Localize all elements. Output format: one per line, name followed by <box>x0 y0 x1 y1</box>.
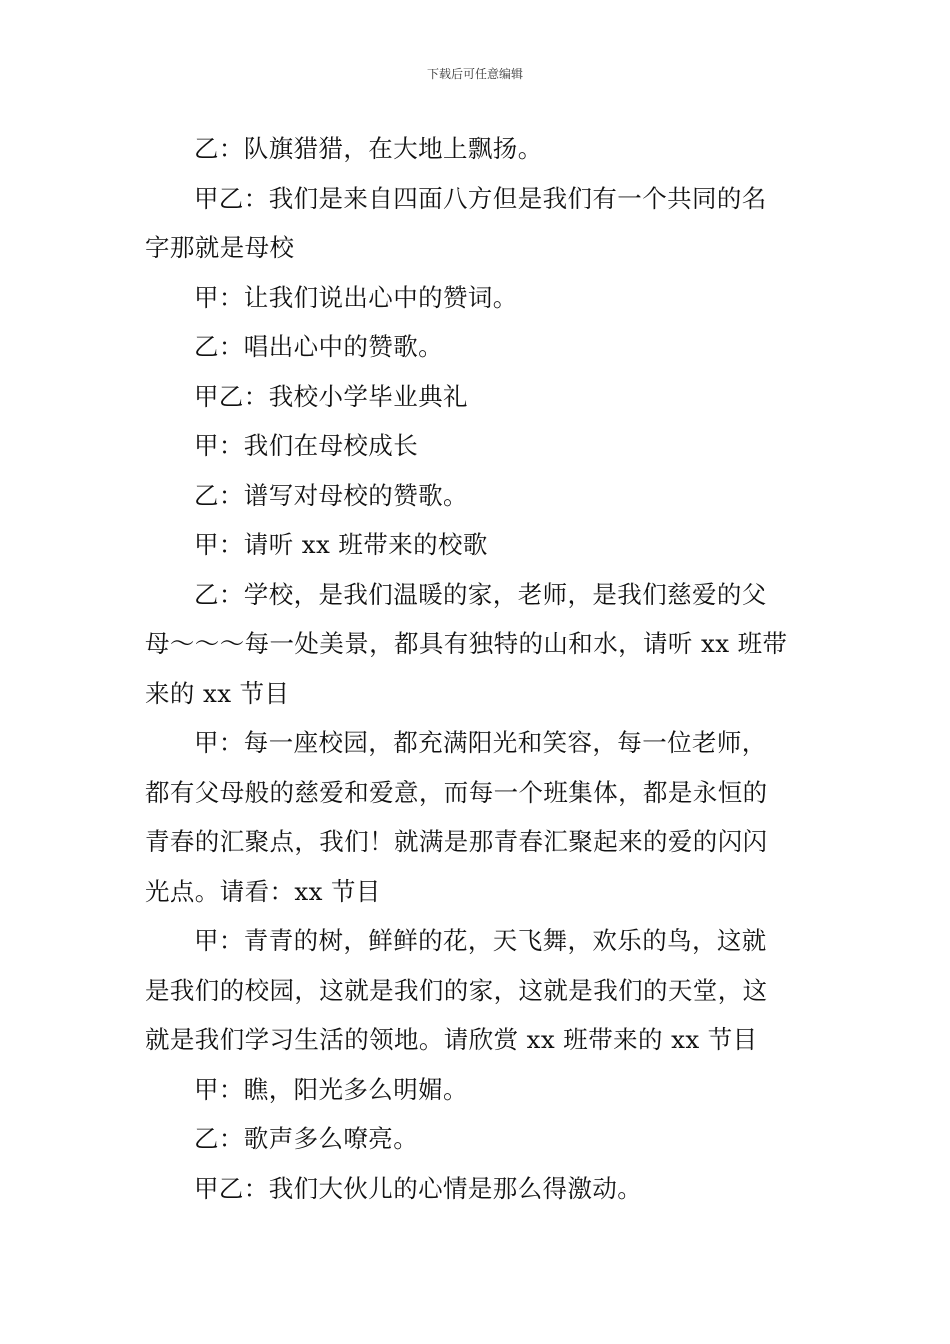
text-line: 甲乙：我校小学毕业典礼 <box>194 381 468 411</box>
paragraph <box>145 520 807 570</box>
text-line: 甲：请听 xx 班带来的校歌 <box>194 530 488 559</box>
text-line: 甲：每一座校园，都充满阳光和笑容，每一位老师， <box>194 728 767 757</box>
paragraph <box>145 718 807 916</box>
text-line: 乙：学校，是我们温暖的家，老师，是我们慈爱的父 <box>194 579 767 609</box>
paragraph <box>145 372 807 422</box>
text-line: 甲：瞧，阳光多么明媚。 <box>194 1074 468 1104</box>
text-line: 来的 xx 节目 <box>145 678 290 708</box>
paragraph <box>145 570 807 719</box>
text-line: 光点。请看：xx 节目 <box>145 876 381 906</box>
paragraph <box>145 124 807 174</box>
text-line: 甲：让我们说出心中的赞词。 <box>194 282 518 312</box>
text-line: 乙：歌声多么嘹亮。 <box>194 1124 419 1153</box>
paragraph <box>145 471 807 521</box>
text-line: 都有父母般的慈爱和爱意，而每一个班集体，都是永恒的 <box>145 777 768 807</box>
text-line: 就是我们学习生活的领地。请欣赏 xx 班带来的 xx 节目 <box>145 1025 758 1054</box>
paragraph <box>145 1114 807 1164</box>
paragraph <box>145 322 807 372</box>
text-line: 乙：队旗猎猎，在大地上飘扬。 <box>194 134 543 163</box>
paragraph <box>145 174 807 273</box>
paragraph <box>145 421 807 471</box>
text-line: 青春的汇聚点，我们！就满是那青春汇聚起来的爱的闪闪 <box>145 827 768 856</box>
text-line: 甲：青青的树，鲜鲜的花，天飞舞，欢乐的鸟，这就 <box>194 926 767 955</box>
paragraph <box>145 916 807 1065</box>
text-line: 是我们的校园，这就是我们的家，这就是我们的天堂，这 <box>145 975 768 1005</box>
text-line: 甲乙：我们大伙儿的心情是那么得激动。 <box>194 1173 643 1203</box>
page-header: 下载后可任意编辑 <box>426 67 523 81</box>
text-line: 母～～～每一处美景，都具有独特的山和水，请听 xx 班带 <box>145 629 788 658</box>
paragraph <box>145 1065 807 1115</box>
paragraph <box>145 1164 807 1214</box>
text-line: 甲：我们在母校成长 <box>194 431 419 460</box>
document-body <box>145 124 807 1213</box>
text-line: 乙：谱写对母校的赞歌。 <box>194 480 468 510</box>
text-line: 乙：唱出心中的赞歌。 <box>194 332 443 361</box>
text-line: 甲乙：我们是来自四面八方但是我们有一个共同的名 <box>194 183 767 213</box>
text-line: 字那就是母校 <box>145 233 295 262</box>
paragraph <box>145 273 807 323</box>
